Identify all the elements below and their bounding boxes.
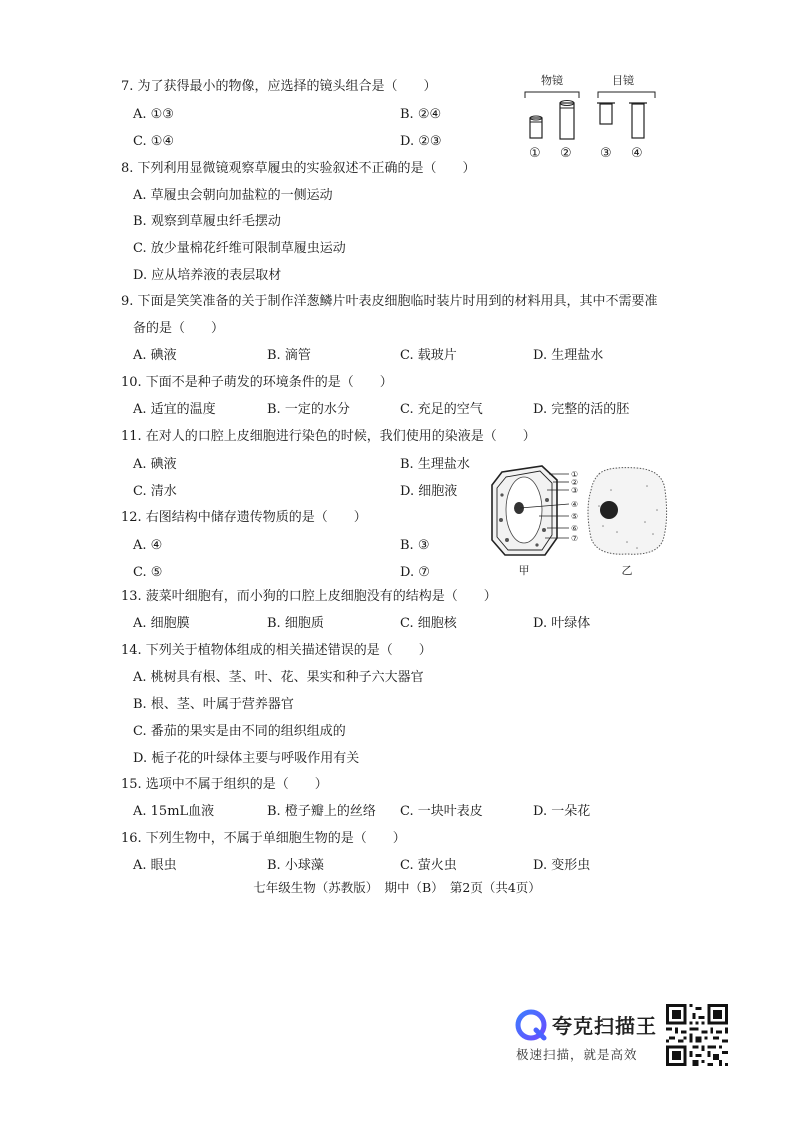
q16-option-d: D. 变形虫 (533, 858, 591, 873)
cell-label-3: ③ (571, 486, 579, 495)
question-13-stem: 13. 菠菜叶细胞有，而小狗的口腔上皮细胞没有的结构是（ ） (121, 589, 497, 604)
q14-option-b: B. 根、茎、叶属于营养器官 (133, 697, 294, 712)
q7-option-a: A. ①③ (133, 107, 174, 122)
q11-option-d: D. 细胞液 (400, 484, 458, 499)
q11-option-b: B. 生理盐水 (400, 457, 470, 472)
question-9-stem-cont: 备的是（ ） (133, 321, 225, 336)
caption-animal-cell: 乙 (621, 564, 633, 577)
question-12-stem: 12. 右图结构中储存遗传物质的是（ ） (121, 510, 367, 525)
q10-option-d: D. 完整的活的胚 (533, 402, 630, 417)
eyepiece-lens-label: 目镜 (612, 74, 634, 87)
q13-option-c: C. 细胞核 (400, 616, 457, 631)
q10-option-a: A. 适宜的温度 (133, 402, 216, 417)
q10-option-b: B. 一定的水分 (267, 402, 350, 417)
question-11-stem: 11. 在对人的口腔上皮细胞进行染色的时候，我们使用的染液是（ ） (121, 429, 536, 444)
lens-figure (515, 70, 665, 165)
q14-option-a: A. 桃树具有根、茎、叶、花、果实和种子六大器官 (133, 670, 424, 685)
question-15-stem: 15. 选项中不属于组织的是（ ） (121, 777, 328, 792)
watermark-brand: 夸克扫描王 (552, 1014, 657, 1038)
q16-option-b: B. 小球藻 (267, 858, 324, 873)
eyepiece-lens-3-icon (597, 103, 615, 124)
lens-number-1: ① (529, 146, 541, 161)
q14-option-c: C. 番茄的果实是由不同的组织组成的 (133, 724, 346, 739)
objective-lens-2-icon (560, 101, 574, 140)
q8-option-a: A. 草履虫会朝向加盐粒的一侧运动 (133, 188, 333, 203)
page-footer: 七年级生物（苏教版） 期中（B） 第2页（共4页） (253, 880, 541, 895)
q8-option-b: B. 观察到草履虫纤毛摆动 (133, 214, 281, 229)
q13-option-b: B. 细胞质 (267, 616, 324, 631)
lens-number-2: ② (560, 146, 572, 161)
q9-option-b: B. 滴管 (267, 348, 311, 363)
q7-option-b: B. ②④ (400, 107, 442, 122)
q11-option-c: C. 清水 (133, 484, 177, 499)
question-14-stem: 14. 下列关于植物体组成的相关描述错误的是（ ） (121, 643, 432, 658)
q12-option-c: C. ⑤ (133, 565, 163, 580)
cell-figure (487, 460, 672, 580)
q11-option-a: A. 碘液 (133, 457, 177, 472)
q9-option-a: A. 碘液 (133, 348, 177, 363)
q16-option-a: A. 眼虫 (133, 858, 177, 873)
q12-option-b: B. ③ (400, 538, 430, 553)
q15-option-a: A. 15mL血液 (133, 804, 215, 819)
q9-option-d: D. 生理盐水 (533, 348, 604, 363)
question-8-stem: 8. 下列利用显微镜观察草履虫的实验叙述不正确的是（ ） (121, 161, 476, 176)
qr-code-icon (666, 1004, 728, 1066)
q14-option-d: D. 栀子花的叶绿体主要与呼吸作用有关 (133, 751, 360, 766)
q9-option-c: C. 载玻片 (400, 348, 457, 363)
q15-option-c: C. 一块叶表皮 (400, 804, 483, 819)
question-7-stem: 7. 为了获得最小的物像，应选择的镜头组合是（ ） (121, 79, 437, 94)
q15-option-b: B. 橙子瓣上的丝络 (267, 804, 376, 819)
objective-lens-label: 物镜 (541, 74, 563, 87)
cell-label-5: ⑤ (571, 512, 579, 521)
q13-option-a: A. 细胞膜 (133, 616, 190, 631)
lens-number-4: ④ (631, 146, 643, 161)
q12-option-d: D. ⑦ (400, 565, 430, 580)
animal-cell-icon (588, 468, 667, 555)
q10-option-c: C. 充足的空气 (400, 402, 483, 417)
scanner-logo-icon (514, 1008, 548, 1042)
cell-label-2: ② (571, 478, 579, 487)
q8-option-d: D. 应从培养液的表层取材 (133, 268, 282, 283)
q15-option-d: D. 一朵花 (533, 804, 591, 819)
q7-option-c: C. ①④ (133, 134, 175, 149)
q13-option-d: D. 叶绿体 (533, 616, 591, 631)
caption-plant-cell: 甲 (518, 564, 530, 577)
question-9-stem: 9. 下面是笑笑准备的关于制作洋葱鳞片叶表皮细胞临时装片时用到的材料用具，其中不需要准 (121, 294, 658, 309)
q16-option-c: C. 萤火虫 (400, 858, 457, 873)
q7-option-d: D. ②③ (400, 134, 442, 149)
cell-label-4: ④ (571, 500, 579, 509)
lens-number-3: ③ (600, 146, 612, 161)
objective-lens-1-icon (530, 116, 542, 138)
q8-option-c: C. 放少量棉花纤维可限制草履虫运动 (133, 241, 346, 256)
cell-label-7: ⑦ (571, 534, 579, 543)
question-16-stem: 16. 下列生物中，不属于单细胞生物的是（ ） (121, 831, 406, 846)
eyepiece-lens-4-icon (629, 103, 647, 138)
watermark-slogan: 极速扫描，就是高效 (516, 1047, 638, 1062)
q12-option-a: A. ④ (133, 538, 163, 553)
plant-cell-icon (492, 466, 557, 555)
question-10-stem: 10. 下面不是种子萌发的环境条件的是（ ） (121, 375, 393, 390)
cell-label-6: ⑥ (571, 524, 579, 533)
cell-label-1: ① (571, 470, 579, 479)
